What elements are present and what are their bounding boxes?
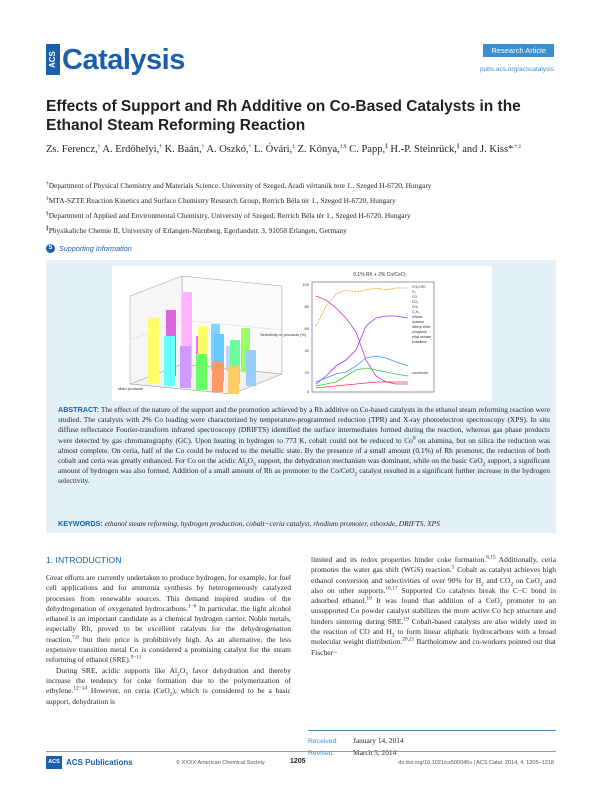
left-x-label: Main products — [118, 386, 144, 391]
journal-logo — [46, 44, 185, 75]
legend-entry: CO₂ — [412, 300, 419, 304]
journal-url[interactable]: pubs.acs.org/acscatalysis — [479, 66, 554, 73]
acs-logo-mark: ACS — [46, 44, 60, 75]
copyright-notice: © XXXX American Chemical Society — [176, 760, 265, 766]
affiliation-1: †Department of Physical Chemistry and Materials Science, University of Szeged, Aradi vértanúk tere 1., Szeged H-6720, Hungary — [46, 180, 432, 190]
supporting-info-label: Supporting Information — [59, 244, 132, 253]
keywords-line — [58, 519, 550, 529]
bar-chart-3d — [118, 276, 307, 394]
acs-publications-icon: ACS — [46, 756, 62, 769]
publisher-name: ACS Publications — [66, 758, 133, 767]
doi-citation[interactable]: dx.doi.org/10.1021/cs500045s | ACS Catal. 2014, 4, 1205−1218 — [398, 760, 554, 766]
article-dates — [308, 730, 556, 759]
supporting-info-link[interactable] — [46, 244, 132, 253]
y-tick: 40 — [304, 348, 309, 353]
received-value: January 14, 2014 — [353, 736, 404, 745]
affiliation-3: §Department of Applied and Environmental Chemistry, University of Szeged, Rerrich Béla tér 1., Szeged H-6720, Hungary — [46, 210, 411, 220]
intro-paragraph-1: Great efforts are currently undertaken to produce hydrogen, for example, for fuel cell applications and for ammonia synthesis by heterogeneously catalyzed processes from renewable sources. This demand inspired studies of the dehydrogenation of oxygenated hydrocarbons.$^{1-6}$ In particular, the light alcohol ethanol is an important candidate as a chemical hydrogen carrier. Noble metals, especially Rh, proved to be excellent catalysts for the dehydrogenation reaction,$^{7,8}$ but their price is prohibitively high. As an alternative, the less expensive transition metal Co is considered a promising catalyst for the steam reforming of ethanol (SRE).$^{9-11}$ — [46, 573, 291, 665]
y-tick: 80 — [304, 304, 309, 309]
abstract-text — [58, 405, 550, 487]
legend-entry: ethane — [412, 315, 423, 319]
y-tick: 100 — [302, 282, 309, 287]
legend-entry: propylene — [412, 330, 427, 334]
abstract-body: The effect of the nature of the support and the promotion achieved by a Rh additive on Co-based catalysts in the ethanol steam reforming reaction were studied. The catalysts with 2% Co loading were characterized by temperature-programmed reduction (TPR) and X-ray photoelectron spectroscopy (XPS). In situ diffuse reflectance Fourier-transform infrared spectroscopy (DRIFTS) identified the surface intermediates formed during the reaction, whereas gas phase products were detected by gas chromatography (GC). Upon heating in hydrogen to 773 K, cobalt could not be reduced to Co$^0$ on alumina, but on silica the reduction was almost complete. On ceria, half of the Co could be reduced to the metallic state. By the presence of a small amount (0.1%) of Rh promoter, the reduction of both cobalt and ceria was greatly enhanced. For Co on the acidic $Al_2O_3$ support, the dehydration mechanism was dominant, while on the basic CeO$_2$ support, a significant amount of hydrogen was also formed. Addition of a small amount of Rh as promoter to the Co/CeO$_2$ catalyst resulted in a significant further increase in the hydrogen selectivity. — [58, 405, 550, 486]
journal-name: Catalysis — [62, 44, 185, 76]
revised-date — [308, 748, 556, 760]
abstract-label: ABSTRACT: — [58, 405, 100, 414]
line-chart — [302, 272, 434, 394]
received-date — [308, 736, 556, 748]
left-axis-label: Selectivity of products (%) — [260, 332, 307, 337]
legend-entry: CO — [412, 295, 418, 299]
affiliation-4: ∥Physikaliche Chemie II, University of Erlangen-Nürnberg, Egerlandstr. 3, 91058 Erlangen, Germany — [46, 225, 347, 235]
legend-entry: diethyl ether — [412, 325, 431, 329]
article-type-badge: Research Article — [483, 44, 554, 57]
revised-label: Revised: — [308, 749, 335, 757]
legend-entry: CH₃CHO — [412, 285, 426, 289]
y-tick: 60 — [304, 326, 309, 331]
publisher-logo[interactable] — [46, 756, 133, 769]
right-column — [311, 555, 556, 658]
left-column — [46, 573, 291, 707]
legend-entry: H₂ — [412, 290, 416, 294]
article-title: Effects of Support and Rh Additive on Co-Based Catalysts in the Ethanol Steam Reforming Reaction — [46, 98, 521, 134]
legend-entry: conversion — [412, 371, 429, 375]
affiliation-2: ‡MTA-SZTE Reaction Kinetics and Surface Chemistry Research Group, Rerrich Béla tér 1., Szeged H-6720, Hungary — [46, 195, 396, 205]
chart-legend — [412, 285, 431, 375]
author-list: Zs. Ferencz,† A. Erdőhelyi,† K. Baán,† A. Oszkó,† L. Óvári,‡ Z. Kónya,‡,§ C. Papp,∥ H.-P. Steinrück,∥ and J. Kiss*,†,‡ — [46, 143, 522, 155]
legend-entry: ethyl acetate — [412, 335, 432, 339]
received-label: Received: — [308, 738, 339, 745]
legend-entry: C₂H₄ — [412, 310, 420, 314]
toc-graphic-svg — [112, 266, 492, 401]
info-icon: S — [46, 244, 55, 253]
legend-entry: butadiene — [412, 340, 427, 344]
footer-divider — [46, 751, 556, 752]
y-tick: 0 — [306, 389, 309, 394]
section-heading: 1. INTRODUCTION — [46, 555, 122, 565]
right-chart-title: 0.1% Rh + 2% Co/CeO₂ — [353, 272, 407, 278]
keywords-label: KEYWORDS: — [58, 519, 103, 528]
intro-paragraph-3: limited and its redox properties hinder coke formation.$^{6,15}$ Additionally, ceria promotes the water gas shift (WGS) reaction.$^5$ Cobalt as catalyst achieves high ethanol conversion and selectivities of over 90% for $H_2$ and $CO_2$ on CeO$_2$ and also on other supports.$^{16,17}$ Supported Co catalysts break the C−C bond in adsorbed ethanol.$^{18}$ It was found that addition of a CeO$_2$ promoter to an unsupported Co powder catalyst stabilizes the more active Co hcp structure and hinders sintering during SRE.$^{19}$ Cobalt-based catalysts are also widely used in the reaction of CO and $H_2$ to form linear aliphatic hydrocarbons with a broad molecular weight distribution.$^{20,21}$ Bartholomew and co-workers pointed out that Fischer− — [311, 554, 557, 657]
intro-paragraph-2: During SRE, acidic supports like $Al_2O_3$ favor dehydration and thereby increase the tendency for coke formation due to the polymerization of ethylene.$^{12-14}$ However, on ceria (CeO$_2$), which is considered to be a basic support, dehydration is — [46, 665, 291, 706]
toc-graphic — [112, 266, 492, 401]
y-tick: 20 — [304, 370, 309, 375]
revised-value: March 5, 2014 — [353, 747, 397, 757]
page-number: 1205 — [290, 758, 306, 765]
keywords-values: ethanol steam reforming, hydrogen production, cobalt−ceria catalyst, rhodium promoter, ethoxide, DRIFTS, XPS — [104, 519, 440, 528]
legend-entry: acetone — [412, 320, 425, 324]
legend-entry: CH₄ — [412, 305, 419, 309]
